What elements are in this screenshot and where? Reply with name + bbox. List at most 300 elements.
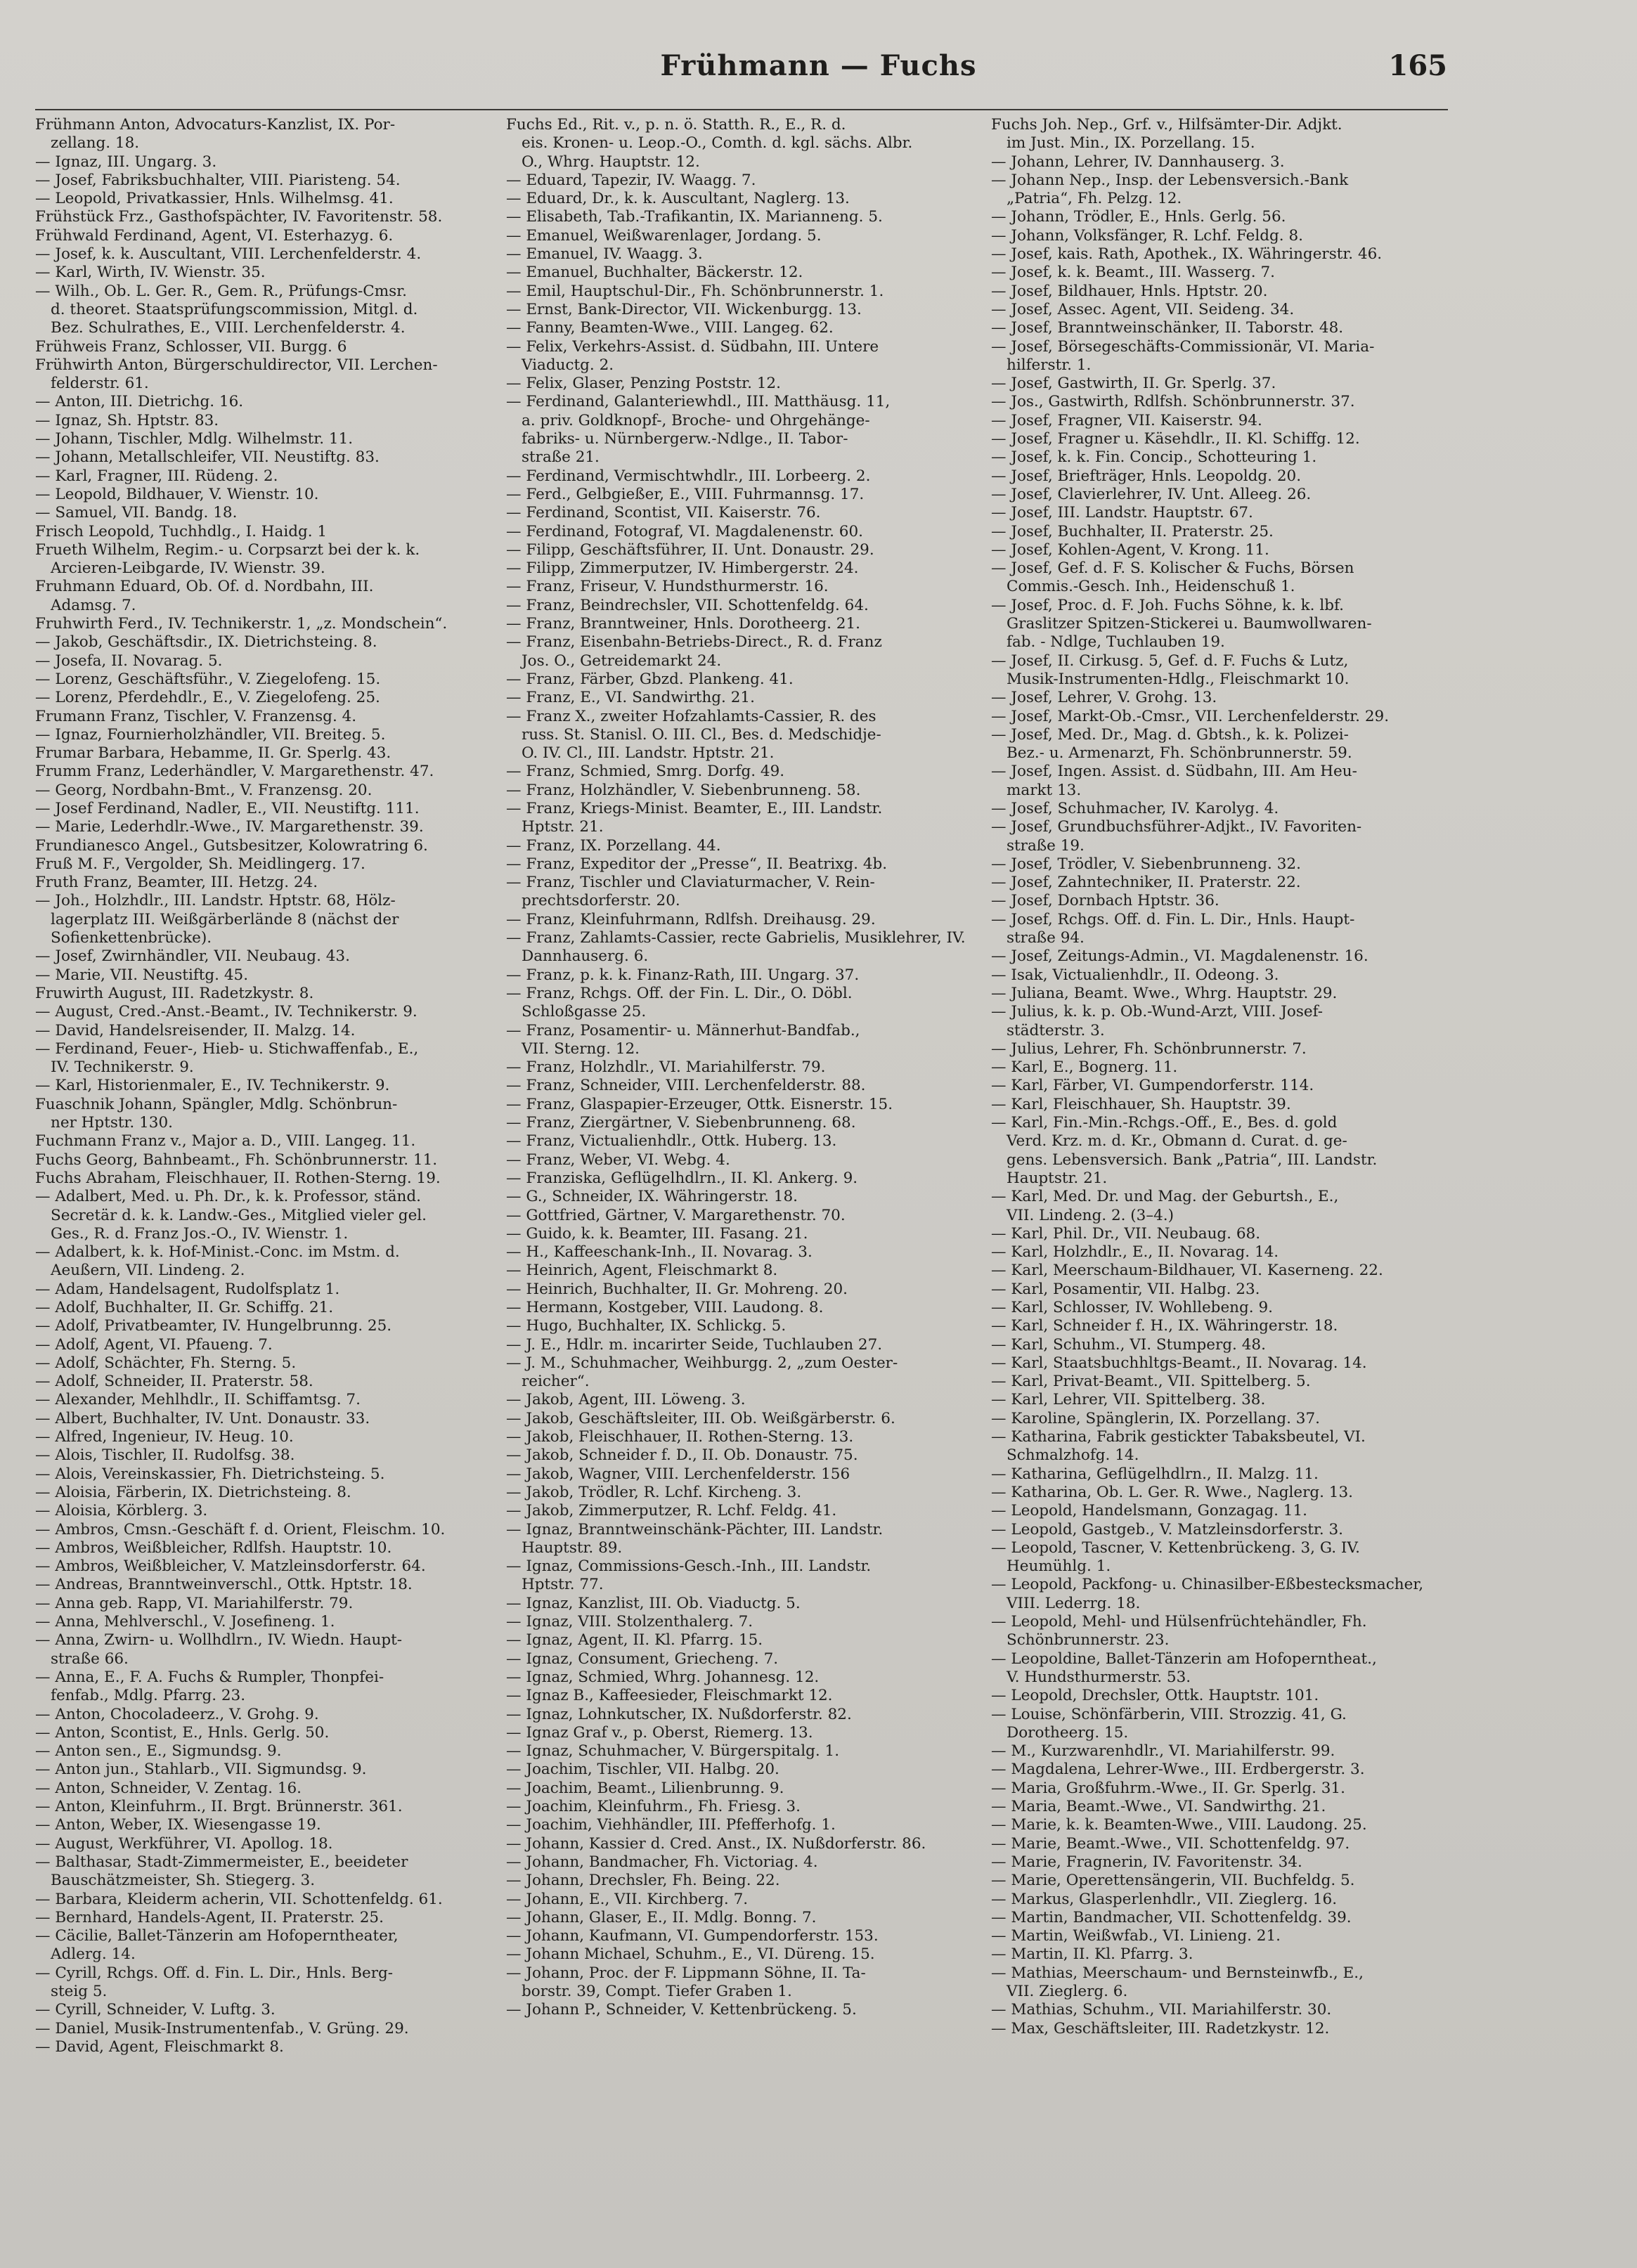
directory-entry: — Martin, II. Kl. Pfarrg. 3.: [991, 1945, 1193, 1964]
directory-entry: fenfab., Mdlg. Pfarrg. 23.: [51, 1687, 246, 1705]
page-header: [0, 49, 1637, 98]
directory-entry: — Karl, Schuhm., VI. Stumperg. 48.: [991, 1335, 1266, 1354]
directory-entry: hilferstr. 1.: [1007, 356, 1092, 374]
directory-entry: — Leopold, Bildhauer, V. Wienstr. 10.: [35, 485, 319, 503]
directory-entry: — Lorenz, Geschäftsführ., V. Ziegelofeng. 15.: [35, 670, 381, 688]
directory-entry: — J. M., Schuhmacher, Weihburgg. 2, „zum Oester-: [506, 1354, 898, 1372]
directory-entry: — Anton, Schneider, V. Zentag. 16.: [35, 1779, 302, 1797]
directory-entry: — Franz, Rchgs. Off. der Fin. L. Dir., O. Döbl.: [506, 984, 853, 1002]
directory-entry: — Leopold, Mehl- und Hülsenfrüchtehändler, Fh.: [991, 1613, 1367, 1631]
directory-entry: Frumann Franz, Tischler, V. Franzensg. 4.: [35, 707, 357, 725]
directory-entry: Hauptstr. 21.: [1007, 1169, 1108, 1187]
directory-entry: — Martin, Bandmacher, VII. Schottenfeldg. 39.: [991, 1908, 1352, 1926]
directory-entry: Viaductg. 2.: [522, 356, 614, 374]
directory-entry: — Elisabeth, Tab.-Trafikantin, IX. Marianneng. 5.: [506, 208, 883, 226]
directory-entry: — Emanuel, IV. Waagg. 3.: [506, 245, 703, 264]
directory-entry: — Anna geb. Rapp, VI. Mariahilferstr. 79.: [35, 1594, 354, 1612]
directory-entry: — Hugo, Buchhalter, IX. Schlickg. 5.: [506, 1317, 787, 1335]
directory-entry: — Karl, Holzhdlr., E., II. Novarag. 14.: [991, 1243, 1279, 1262]
directory-entry: Heumühlg. 1.: [1007, 1557, 1111, 1576]
directory-entry: — Jakob, Geschäftsleiter, III. Ob. Weißgärberstr. 6.: [506, 1409, 895, 1427]
directory-entry: — Katharina, Geflügelhdlrn., II. Malzg. 11.: [991, 1465, 1319, 1483]
directory-entry: — Franziska, Geflügelhdlrn., II. Kl. Ankerg. 9.: [506, 1169, 858, 1187]
directory-entry: — August, Cred.-Anst.-Beamt., IV. Technikerstr. 9.: [35, 1003, 418, 1021]
directory-entry: — Josef, Med. Dr., Mag. d. Gbtsh., k. k. Polizei-: [991, 725, 1349, 744]
directory-entry: — Johann, Tischler, Mdlg. Wilhelmstr. 11.: [35, 430, 354, 448]
column-right: [991, 116, 1448, 2217]
directory-entry: — Georg, Nordbahn-Bmt., V. Franzensg. 20.: [35, 781, 373, 799]
directory-entry: — Anton, III. Dietrichg. 16.: [35, 393, 244, 411]
directory-entry: Fruwirth August, III. Radetzkystr. 8.: [35, 984, 314, 1002]
directory-entry: — Franz, Posamentir- u. Männerhut-Bandfab.,: [506, 1021, 860, 1039]
directory-entry: — Ignaz, Schuhmacher, V. Bürgerspitalg. 1.: [506, 1742, 840, 1761]
directory-entry: — Karoline, Spänglerin, IX. Porzellang. 37.: [991, 1409, 1320, 1427]
directory-entry: — Ignaz, Schmied, Whrg. Johannesg. 12.: [506, 1668, 820, 1686]
directory-entry: — Josef, kais. Rath, Apothek., IX. Währingerstr. 46.: [991, 245, 1383, 264]
directory-entry: — Josef, Buchhalter, II. Praterstr. 25.: [991, 522, 1274, 540]
directory-entry: — Josef, III. Landstr. Hauptstr. 67.: [991, 504, 1253, 522]
directory-entry: Fuchs Ed., Rit. v., p. n. ö. Statth. R., E., R. d.: [506, 116, 846, 134]
directory-entry: — Joachim, Viehhändler, III. Pfefferhofg. 1.: [506, 1816, 836, 1834]
directory-entry: — Jakob, Trödler, R. Lchf. Kircheng. 3.: [506, 1483, 802, 1501]
directory-entry: ner Hptstr. 130.: [51, 1114, 173, 1132]
directory-entry: Musik-Instrumenten-Hdlg., Fleischmarkt 10.: [1007, 670, 1350, 688]
directory-entry: — Leopold, Privatkassier, Hnls. Wilhelmsg. 41.: [35, 190, 394, 208]
directory-entry: — Anna, E., F. A. Fuchs & Rumpler, Thonpfei-: [35, 1668, 384, 1686]
directory-entry: Frühstück Frz., Gasthofspächter, IV. Favoritenstr. 58.: [35, 208, 443, 226]
directory-entry: — Josef, Zwirnhändler, VII. Neubaug. 43.: [35, 947, 350, 966]
directory-entry: „Patria“, Fh. Pelzg. 12.: [1007, 190, 1182, 208]
directory-entry: — Anna, Zwirn- u. Wollhdlrn., IV. Wiedn. Haupt-: [35, 1631, 403, 1650]
directory-entry: — Jakob, Schneider f. D., II. Ob. Donaustr. 75.: [506, 1446, 858, 1465]
directory-entry: — Heinrich, Agent, Fleischmarkt 8.: [506, 1262, 778, 1280]
directory-entry: — Karl, Staatsbuchhltgs-Beamt., II. Novarag. 14.: [991, 1354, 1367, 1372]
directory-entry: — Franz, IX. Porzellang. 44.: [506, 836, 721, 855]
directory-entry: reicher“.: [522, 1373, 590, 1391]
directory-entry: — Josef, Fragner, VII. Kaiserstr. 94.: [991, 411, 1262, 429]
directory-entry: — Anton sen., E., Sigmundsg. 9.: [35, 1742, 282, 1761]
directory-entry: — Hermann, Kostgeber, VIII. Laudong. 8.: [506, 1299, 824, 1316]
directory-entry: — Joachim, Kleinfuhrm., Fh. Friesg. 3.: [506, 1798, 801, 1816]
directory-entry: — Johann, Drechsler, Fh. Being. 22.: [506, 1872, 780, 1890]
directory-entry: — Martin, Weißwfab., VI. Linieng. 21.: [991, 1927, 1281, 1945]
directory-entry: — Franz X., zweiter Hofzahlamts-Cassier, R. des: [506, 707, 876, 725]
directory-entry: — Adolf, Privatbeamter, IV. Hungelbrunng. 25.: [35, 1317, 392, 1335]
directory-entry: — Ignaz, Kanzlist, III. Ob. Viaductg. 5.: [506, 1594, 801, 1612]
directory-entry: steig 5.: [51, 1982, 108, 2000]
directory-entry: — Filipp, Zimmerputzer, IV. Himbergerstr. 24.: [506, 559, 859, 578]
directory-entry: — Josef, Bildhauer, Hnls. Hptstr. 20.: [991, 282, 1268, 300]
directory-entry: Frühwald Ferdinand, Agent, VI. Esterhazyg. 6.: [35, 226, 394, 245]
directory-entry: — Josef, k. k. Beamt., III. Wasserg. 7.: [991, 264, 1275, 282]
directory-entry: Hptstr. 77.: [522, 1576, 604, 1594]
header-rule: [35, 109, 1448, 110]
page-number: 165: [1388, 49, 1447, 82]
directory-entry: VIII. Lederrg. 18.: [1007, 1594, 1141, 1612]
directory-entry: — Karl, Schlosser, IV. Wohllebeng. 9.: [991, 1299, 1273, 1316]
directory-entry: — Aloisia, Körblerg. 3.: [35, 1502, 208, 1520]
directory-entry: — Barbara, Kleiderm acherin, VII. Schottenfeldg. 61.: [35, 1890, 443, 1908]
directory-entry: — Markus, Glasperlenhdlr., VII. Zieglerg. 16.: [991, 1890, 1338, 1908]
directory-entry: — Cyrill, Rchgs. Off. d. Fin. L. Dir., Hnls. Berg-: [35, 1964, 394, 1982]
directory-entry: — Ferdinand, Vermischtwhdlr., III. Lorbeerg. 2.: [506, 467, 871, 485]
directory-entry: Fruth Franz, Beamter, III. Hetzg. 24.: [35, 874, 318, 892]
directory-entry: — Franz, Eisenbahn-Betriebs-Direct., R. d. Franz: [506, 633, 882, 652]
directory-entry: prechtsdorferstr. 20.: [522, 892, 680, 910]
directory-entry: — Franz, Expeditor der „Presse“, II. Beatrixg. 4b.: [506, 855, 888, 873]
directory-entry: — Emanuel, Weißwarenlager, Jordang. 5.: [506, 226, 822, 245]
directory-entry: straße 94.: [1007, 929, 1085, 947]
directory-entry: — Karl, Fin.-Min.-Rchgs.-Off., E., Bes. d. gold: [991, 1114, 1338, 1132]
directory-entry: — Franz, Holzhdlr., VI. Mariahilferstr. 79.: [506, 1058, 826, 1077]
directory-entry: V. Hundsthurmerstr. 53.: [1007, 1668, 1191, 1686]
directory-entry: — Gottfried, Gärtner, V. Margarethenstr. 70.: [506, 1206, 846, 1224]
directory-entry: — Ferdinand, Fotograf, VI. Magdalenenstr. 60.: [506, 522, 863, 540]
directory-entry: Secretär d. k. k. Landw.-Ges., Mitglied vieler gel.: [51, 1206, 427, 1224]
directory-entry: Schloßgasse 25.: [522, 1003, 647, 1021]
directory-entry: — Cyrill, Schneider, V. Luftg. 3.: [35, 2001, 276, 2019]
directory-entry: — Franz, Ziergärtner, V. Siebenbrunneng. 68.: [506, 1114, 856, 1132]
directory-entry: Bauschätzmeister, Sh. Stiegerg. 3.: [51, 1872, 316, 1890]
directory-entry: borstr. 39, Compt. Tiefer Graben 1.: [522, 1982, 792, 2000]
directory-entry: — Jakob, Geschäftsdir., IX. Dietrichsteing. 8.: [35, 633, 377, 652]
directory-entry: — Franz, Schmied, Smrg. Dorfg. 49.: [506, 763, 785, 781]
directory-entry: — Ignaz, Commissions-Gesch.-Inh., III. Landstr.: [506, 1557, 872, 1576]
directory-entry: — Adolf, Schneider, II. Praterstr. 58.: [35, 1373, 313, 1391]
directory-entry: Verd. Krz. m. d. Kr., Obmann d. Curat. d. ge-: [1007, 1132, 1347, 1151]
directory-entry: — Karl, Fleischhauer, Sh. Hauptstr. 39.: [991, 1095, 1291, 1113]
directory-entry: — Josef, Ingen. Assist. d. Südbahn, III. Am Heu-: [991, 763, 1357, 781]
directory-entry: — Ignaz, Consument, Griecheng. 7.: [506, 1650, 779, 1668]
directory-entry: — Isak, Victualienhdlr., II. Odeong. 3.: [991, 966, 1279, 984]
directory-entry: — Eduard, Tapezir, IV. Waagg. 7.: [506, 171, 756, 189]
directory-entry: — Jakob, Zimmerputzer, R. Lchf. Feldg. 41.: [506, 1502, 837, 1520]
directory-entry: — Josef, Markt-Ob.-Cmsr., VII. Lerchenfelderstr. 29.: [991, 707, 1390, 725]
directory-entry: im Just. Min., IX. Porzellang. 15.: [1007, 134, 1255, 153]
directory-entry: Fuaschnik Johann, Spängler, Mdlg. Schönbrun-: [35, 1095, 398, 1113]
directory-columns: [35, 116, 1448, 2217]
directory-entry: Frisch Leopold, Tuchhdlg., I. Haidg. 1: [35, 522, 328, 540]
directory-entry: — Jakob, Fleischhauer, II. Rothen-Sterng. 13.: [506, 1428, 854, 1446]
directory-entry: — Josef, Briefträger, Hnls. Leopoldg. 20.: [991, 467, 1302, 485]
directory-entry: — Ferdinand, Galanteriewhdl., III. Matthäusg. 11,: [506, 393, 891, 411]
directory-entry: Arcieren-Leibgarde, IV. Wienstr. 39.: [51, 559, 325, 578]
directory-entry: Fuchs Joh. Nep., Grf. v., Hilfsämter-Dir. Adjkt.: [991, 116, 1342, 134]
directory-entry: Fuchs Georg, Bahnbeamt., Fh. Schönbrunnerstr. 11.: [35, 1151, 438, 1169]
directory-entry: — Alois, Vereinskassier, Fh. Dietrichsteing. 5.: [35, 1465, 385, 1483]
directory-entry: d. theoret. Staatsprüfungscommission, Mitgl. d.: [51, 300, 418, 318]
directory-entry: Aeußern, VII. Lindeng. 2.: [51, 1262, 245, 1280]
directory-entry: — Josef, Fabriksbuchhalter, VIII. Piaristeng. 54.: [35, 171, 401, 189]
directory-entry: — Ignaz Graf v., p. Oberst, Riemerg. 13.: [506, 1723, 813, 1742]
directory-entry: — Adalbert, k. k. Hof-Minist.-Conc. im Mstm. d.: [35, 1243, 400, 1262]
directory-entry: — Ignaz, Sh. Hptstr. 83.: [35, 411, 219, 429]
directory-entry: — Johann, Kassier d. Cred. Anst., IX. Nußdorferstr. 86.: [506, 1834, 926, 1853]
directory-entry: — Josef, Fragner u. Käsehdlr., II. Kl. Schiffg. 12.: [991, 430, 1360, 448]
directory-entry: — Franz, Beindrechsler, VII. Schottenfeldg. 64.: [506, 596, 869, 614]
directory-entry: — Felix, Verkehrs-Assist. d. Südbahn, III. Untere: [506, 337, 879, 356]
directory-entry: — H., Kaffeeschank-Inh., II. Novarag. 3.: [506, 1243, 813, 1262]
directory-entry: Fruhwirth Ferd., IV. Technikerstr. 1, „z. Mondschein“.: [35, 615, 448, 633]
directory-entry: — Balthasar, Stadt-Zimmermeister, E., beeideter: [35, 1853, 408, 1871]
directory-entry: — Joachim, Tischler, VII. Halbg. 20.: [506, 1761, 779, 1779]
directory-entry: — August, Werkführer, VI. Apollog. 18.: [35, 1834, 333, 1853]
directory-entry: — Felix, Glaser, Penzing Poststr. 12.: [506, 375, 781, 393]
directory-entry: — Julius, k. k. p. Ob.-Wund-Arzt, VIII. Josef-: [991, 1003, 1324, 1021]
directory-entry: — David, Handelsreisender, II. Malzg. 14.: [35, 1021, 356, 1039]
directory-entry: Frundianesco Angel., Gutsbesitzer, Kolowratring 6.: [35, 836, 428, 855]
directory-entry: — Daniel, Musik-Instrumentenfab., V. Grüng. 29.: [35, 2019, 409, 2037]
directory-entry: — Mathias, Meerschaum- und Bernsteinwfb., E.,: [991, 1964, 1364, 1982]
directory-entry: — Ambros, Weißbleicher, Rdlfsh. Hauptstr. 10.: [35, 1538, 392, 1557]
directory-entry: — Guido, k. k. Beamter, III. Fasang. 21.: [506, 1224, 808, 1243]
directory-entry: — Franz, Kleinfuhrmann, Rdlfsh. Dreihausg. 29.: [506, 910, 876, 928]
directory-entry: — Johann Nep., Insp. der Lebensversich.-Bank: [991, 171, 1349, 189]
directory-entry: straße 21.: [522, 448, 600, 467]
directory-entry: Adamsg. 7.: [51, 596, 136, 614]
directory-entry: — Johann, Kaufmann, VI. Gumpendorferstr. 153.: [506, 1927, 879, 1945]
directory-entry: — Karl, Schneider f. H., IX. Währingerstr. 18.: [991, 1317, 1338, 1335]
directory-entry: — Karl, Phil. Dr., VII. Neubaug. 68.: [991, 1224, 1261, 1243]
directory-entry: — Anton, Kleinfuhrm., II. Brgt. Brünnerstr. 361.: [35, 1798, 403, 1816]
directory-entry: — Jakob, Agent, III. Löweng. 3.: [506, 1391, 746, 1409]
directory-entry: — Ignaz, Agent, II. Kl. Pfarrg. 15.: [506, 1631, 763, 1650]
directory-entry: — Ferdinand, Feuer-, Hieb- u. Stichwaffenfab., E.,: [35, 1039, 419, 1058]
directory-entry: russ. St. Stanisl. O. III. Cl., Bes. d. Medschidje-: [522, 725, 881, 744]
directory-entry: — Karl, E., Bognerg. 11.: [991, 1058, 1178, 1077]
directory-entry: — Emanuel, Buchhalter, Bäckerstr. 12.: [506, 264, 803, 282]
directory-entry: — Johann P., Schneider, V. Kettenbrückeng. 5.: [506, 2001, 857, 2019]
directory-entry: eis. Kronen- u. Leop.-O., Comth. d. kgl. sächs. Albr.: [522, 134, 913, 153]
directory-entry: — Alois, Tischler, II. Rudolfsg. 38.: [35, 1446, 295, 1465]
directory-entry: — Marie, VII. Neustiftg. 45.: [35, 966, 249, 984]
directory-entry: Frühmann Anton, Advocaturs-Kanzlist, IX. Por-: [35, 116, 396, 134]
directory-entry: — Josef Ferdinand, Nadler, E., VII. Neustiftg. 111.: [35, 799, 420, 817]
directory-entry: — Ambros, Cmsn.-Geschäft f. d. Orient, Fleischm. 10.: [35, 1520, 446, 1538]
directory-entry: — Katharina, Fabrik gestickter Tabaksbeutel, VI.: [991, 1428, 1366, 1446]
directory-entry: — Karl, Wirth, IV. Wienstr. 35.: [35, 264, 266, 282]
directory-entry: — Leopold, Drechsler, Ottk. Hauptstr. 101.: [991, 1687, 1319, 1705]
directory-entry: — Anton jun., Stahlarb., VII. Sigmundsg. 9.: [35, 1761, 367, 1779]
directory-entry: — Anton, Scontist, E., Hnls. Gerlg. 50.: [35, 1723, 330, 1742]
directory-entry: — Ferdinand, Scontist, VII. Kaiserstr. 76.: [506, 504, 821, 522]
directory-entry: — Max, Geschäftsleiter, III. Radetzkystr. 12.: [991, 2019, 1330, 2037]
directory-entry: — Josef, k. k. Fin. Concip., Schotteuring 1.: [991, 448, 1317, 467]
directory-entry: — Louise, Schönfärberin, VIII. Strozzig. 41, G.: [991, 1705, 1347, 1723]
directory-entry: a. priv. Goldknopf-, Broche- und Ohrgehänge-: [522, 411, 870, 429]
directory-entry: — Ignaz B., Kaffeesieder, Fleischmarkt 12.: [506, 1687, 833, 1705]
directory-entry: — Josef, Lehrer, V. Grohg. 13.: [991, 689, 1217, 707]
directory-entry: — Maria, Beamt.-Wwe., VI. Sandwirthg. 21.: [991, 1798, 1326, 1816]
directory-entry: O. IV. Cl., III. Landstr. Hptstr. 21.: [522, 744, 775, 763]
directory-entry: — Johann, E., VII. Kirchberg. 7.: [506, 1890, 749, 1908]
directory-entry: — Jakob, Wagner, VIII. Lerchenfelderstr. 156: [506, 1465, 850, 1483]
directory-entry: — Franz, Zahlamts-Cassier, recte Gabrielis, Musiklehrer, IV.: [506, 929, 966, 947]
directory-entry: VII. Sterng. 12.: [522, 1039, 640, 1058]
directory-entry: — Johann, Volksfänger, R. Lchf. Feldg. 8.: [991, 226, 1303, 245]
directory-entry: — Leopold, Tascner, V. Kettenbrückeng. 3, G. IV.: [991, 1538, 1360, 1557]
directory-entry: — Magdalena, Lehrer-Wwe., III. Erdbergerstr. 3.: [991, 1761, 1365, 1779]
directory-entry: Hauptstr. 89.: [522, 1538, 623, 1557]
directory-entry: — Wilh., Ob. L. Ger. R., Gem. R., Prüfungs-Cmsr.: [35, 282, 407, 300]
directory-entry: — Franz, E., VI. Sandwirthg. 21.: [506, 689, 755, 707]
directory-entry: — Leopold, Packfong- u. Chinasilber-Eßbestecksmacher,: [991, 1576, 1424, 1594]
directory-entry: — Franz, Holzhändler, V. Siebenbrunneng. 58.: [506, 781, 861, 799]
directory-entry: — Josef, Branntweinschänker, II. Taborstr. 48.: [991, 319, 1344, 337]
directory-entry: — Karl, Färber, VI. Gumpendorferstr. 114.: [991, 1077, 1314, 1095]
column-left: [35, 116, 492, 2217]
directory-entry: — Josef, II. Cirkusg. 5, Gef. d. F. Fuchs & Lutz,: [991, 652, 1349, 670]
directory-entry: — Franz, Glaspapier-Erzeuger, Ottk. Eisnerstr. 15.: [506, 1095, 893, 1113]
directory-entry: — Josef, Gef. d. F. S. Kolischer & Fuchs, Börsen: [991, 559, 1354, 578]
directory-entry: felderstr. 61.: [51, 375, 149, 393]
directory-entry: lagerplatz III. Weißgärberlände 8 (nächst der: [51, 910, 399, 928]
directory-entry: fabriks- u. Nürnbergerw.-Ndlge., II. Tabor-: [522, 430, 848, 448]
directory-entry: — Josef, Rchgs. Off. d. Fin. L. Dir., Hnls. Haupt-: [991, 910, 1355, 928]
directory-entry: zellang. 18.: [51, 134, 140, 153]
directory-entry: Commis.-Gesch. Inh., Heidenschuß 1.: [1007, 578, 1295, 596]
directory-entry: VII. Zieglerg. 6.: [1007, 1982, 1128, 2000]
directory-entry: — Franz, Friseur, V. Hundsthurmerstr. 16.: [506, 578, 829, 596]
directory-entry: — Josef, Proc. d. F. Joh. Fuchs Söhne, k. k. lbf.: [991, 596, 1344, 614]
directory-entry: — Marie, Lederhdlr.-Wwe., IV. Margarethenstr. 39.: [35, 818, 424, 836]
directory-entry: — Bernhard, Handels-Agent, II. Praterstr. 25.: [35, 1908, 384, 1926]
directory-entry: Graslitzer Spitzen-Stickerei u. Baumwollwaren-: [1007, 615, 1372, 633]
directory-entry: — Marie, k. k. Beamten-Wwe., VIII. Laudong. 25.: [991, 1816, 1367, 1834]
directory-entry: — G., Schneider, IX. Währingerstr. 18.: [506, 1188, 798, 1206]
directory-entry: — Josef, Börsegeschäfts-Commissionär, VI. Maria-: [991, 337, 1375, 356]
directory-entry: Frumar Barbara, Hebamme, II. Gr. Sperlg. 43.: [35, 744, 392, 763]
directory-entry: — Andreas, Branntweinverschl., Ottk. Hptstr. 18.: [35, 1576, 413, 1594]
directory-entry: — Karl, Meerschaum-Bildhauer, VI. Kaserneng. 22.: [991, 1262, 1383, 1280]
directory-entry: straße 66.: [51, 1650, 129, 1668]
directory-entry: — Eduard, Dr., k. k. Auscultant, Naglerg. 13.: [506, 190, 850, 208]
directory-entry: — Julius, Lehrer, Fh. Schönbrunnerstr. 7.: [991, 1039, 1307, 1058]
column-middle: [506, 116, 977, 2217]
directory-entry: — Anna, Mehlverschl., V. Josefineng. 1.: [35, 1613, 335, 1631]
directory-entry: — Franz, Färber, Gbzd. Plankeng. 41.: [506, 670, 794, 688]
directory-entry: — Josef, Gastwirth, II. Gr. Sperlg. 37.: [991, 375, 1276, 393]
directory-entry: — Heinrich, Buchhalter, II. Gr. Mohreng. 20.: [506, 1280, 848, 1298]
directory-entry: — Alfred, Ingenieur, IV. Heug. 10.: [35, 1428, 294, 1446]
directory-entry: O., Whrg. Hauptstr. 12.: [522, 153, 700, 171]
directory-entry: — Josef, Trödler, V. Siebenbrunneng. 32.: [991, 855, 1301, 873]
directory-entry: Fuchmann Franz v., Major a. D., VIII. Langeg. 11.: [35, 1132, 416, 1151]
directory-entry: — Johann, Bandmacher, Fh. Victoriag. 4.: [506, 1853, 818, 1871]
directory-entry: — Karl, Historienmaler, E., IV. Technikerstr. 9.: [35, 1077, 390, 1095]
directory-entry: — Josef, Clavierlehrer, IV. Unt. Alleeg. 26.: [991, 485, 1312, 503]
directory-entry: — Katharina, Ob. L. Ger. R. Wwe., Naglerg. 13.: [991, 1483, 1353, 1501]
directory-entry: Bez. Schulrathes, E., VIII. Lerchenfelderstr. 4.: [51, 319, 406, 337]
directory-entry: Fruhmann Eduard, Ob. Of. d. Nordbahn, III.: [35, 578, 374, 596]
directory-entry: — Johann Michael, Schuhm., E., VI. Düreng. 15.: [506, 1945, 875, 1964]
directory-entry: — Ignaz, Branntweinschänk-Pächter, III. Landstr.: [506, 1520, 884, 1538]
directory-entry: — Fanny, Beamten-Wwe., VIII. Langeg. 62.: [506, 319, 834, 337]
directory-entry: — Samuel, VII. Bandg. 18.: [35, 504, 238, 522]
directory-entry: Sofienkettenbrücke).: [51, 929, 212, 947]
directory-entry: — Josefa, II. Novarag. 5.: [35, 652, 223, 670]
directory-entry: Fruß M. F., Vergolder, Sh. Meidlingerg. 17.: [35, 855, 365, 873]
directory-entry: Frumm Franz, Lederhändler, V. Margarethenstr. 47.: [35, 763, 434, 781]
directory-entry: — Adolf, Agent, VI. Pfaueng. 7.: [35, 1335, 273, 1354]
directory-entry: — Alexander, Mehlhdlr., II. Schiffamtsg. 7.: [35, 1391, 361, 1409]
directory-entry: — Josef, Kohlen-Agent, V. Krong. 11.: [991, 540, 1269, 559]
directory-entry: — Mathias, Schuhm., VII. Mariahilferstr. 30.: [991, 2001, 1332, 2019]
directory-entry: — Franz, Victualienhdlr., Ottk. Huberg. 13.: [506, 1132, 837, 1151]
directory-entry: — Johann, Lehrer, IV. Dannhauserg. 3.: [991, 153, 1285, 171]
directory-entry: — Ignaz, Lohnkutscher, IX. Nußdorferstr. 82.: [506, 1705, 852, 1723]
directory-entry: — J. E., Hdlr. m. incarirter Seide, Tuchlauben 27.: [506, 1335, 883, 1354]
directory-entry: — Josef, Zahntechniker, II. Praterstr. 22.: [991, 874, 1301, 892]
directory-entry: — Franz, Weber, VI. Webg. 4.: [506, 1151, 730, 1169]
directory-entry: — Emil, Hauptschul-Dir., Fh. Schönbrunnerstr. 1.: [506, 282, 884, 300]
directory-entry: — Ambros, Weißbleicher, V. Matzleinsdorferstr. 64.: [35, 1557, 426, 1576]
directory-entry: — Josef, Dornbach Hptstr. 36.: [991, 892, 1219, 910]
directory-entry: Frühwirth Anton, Bürgerschuldirector, VII. Lerchen-: [35, 356, 438, 374]
directory-entry: — Josef, Zeitungs-Admin., VI. Magdalenenstr. 16.: [991, 947, 1369, 966]
directory-entry: — Johann, Glaser, E., II. Mdlg. Bonng. 7.: [506, 1908, 817, 1926]
directory-entry: — Jos., Gastwirth, Rdlfsh. Schönbrunnerstr. 37.: [991, 393, 1355, 411]
directory-entry: — Franz, Schneider, VIII. Lerchenfelderstr. 88.: [506, 1077, 866, 1095]
directory-entry: — Filipp, Geschäftsführer, II. Unt. Donaustr. 29.: [506, 540, 874, 559]
directory-entry: — Johann, Metallschleifer, VII. Neustiftg. 83.: [35, 448, 380, 467]
directory-entry: straße 19.: [1007, 836, 1085, 855]
directory-entry: — Josef, Assec. Agent, VII. Seideng. 34.: [991, 300, 1295, 318]
page-title: Frühmann — Fuchs: [660, 49, 977, 82]
directory-entry: — Ignaz, Fournierholzhändler, VII. Breiteg. 5.: [35, 725, 386, 744]
directory-entry: — Leopoldine, Ballet-Tänzerin am Hofoperntheat.,: [991, 1650, 1377, 1668]
directory-entry: Ges., R. d. Franz Jos.-O., IV. Wienstr. 1.: [51, 1224, 349, 1243]
directory-entry: — Anton, Chocoladeerz., V. Grohg. 9.: [35, 1705, 319, 1723]
directory-entry: Jos. O., Getreidemarkt 24.: [522, 652, 722, 670]
directory-entry: — Marie, Operettensängerin, VII. Buchfeldg. 5.: [991, 1872, 1355, 1890]
directory-entry: gens. Lebensversich. Bank „Patria“, III. Landstr.: [1007, 1151, 1378, 1169]
directory-entry: — Ignaz, III. Ungarg. 3.: [35, 153, 217, 171]
directory-entry: — Karl, Lehrer, VII. Spittelberg. 38.: [991, 1391, 1266, 1409]
directory-entry: — M., Kurzwarenhdlr., VI. Mariahilferstr. 99.: [991, 1742, 1335, 1761]
directory-entry: — Maria, Großfuhrm.-Wwe., II. Gr. Sperlg. 31.: [991, 1779, 1345, 1797]
directory-entry: — Franz, Branntweiner, Hnls. Dorotheerg. 21.: [506, 615, 860, 633]
directory-entry: — Juliana, Beamt. Wwe., Whrg. Hauptstr. 29.: [991, 984, 1338, 1002]
directory-entry: — Anton, Weber, IX. Wiesengasse 19.: [35, 1816, 321, 1834]
directory-entry: — Ignaz, VIII. Stolzenthalerg. 7.: [506, 1613, 753, 1631]
directory-entry: Fuchs Abraham, Fleischhauer, II. Rothen-Sterng. 19.: [35, 1169, 441, 1187]
directory-entry: Dorotheerg. 15.: [1007, 1723, 1129, 1742]
directory-entry: — Adalbert, Med. u. Ph. Dr., k. k. Professor, ständ.: [35, 1188, 422, 1206]
directory-entry: — Franz, Kriegs-Minist. Beamter, E., III. Landstr.: [506, 799, 883, 817]
directory-entry: — Leopold, Gastgeb., V. Matzleinsdorferstr. 3.: [991, 1520, 1344, 1538]
directory-entry: — Cäcilie, Ballet-Tänzerin am Hofoperntheater,: [35, 1927, 399, 1945]
directory-entry: — Karl, Med. Dr. und Mag. der Geburtsh., E.,: [991, 1188, 1339, 1206]
directory-entry: — Adolf, Buchhalter, II. Gr. Schiffg. 21.: [35, 1299, 334, 1316]
directory-entry: — Marie, Fragnerin, IV. Favoritenstr. 34.: [991, 1853, 1302, 1871]
directory-entry: — Josef, k. k. Auscultant, VIII. Lerchenfelderstr. 4.: [35, 245, 422, 264]
directory-entry: — Ernst, Bank-Director, VII. Wickenburgg. 13.: [506, 300, 862, 318]
directory-entry: — Karl, Fragner, III. Rüdeng. 2.: [35, 467, 278, 485]
directory-entry: — Joh., Holzhdlr., III. Landstr. Hptstr. 68, Hölz-: [35, 892, 396, 910]
directory-entry: — Joachim, Beamt., Lilienbrunng. 9.: [506, 1779, 784, 1797]
directory-entry: Bez.- u. Armenarzt, Fh. Schönbrunnerstr. 59.: [1007, 744, 1352, 763]
directory-entry: markt 13.: [1007, 781, 1082, 799]
directory-entry: — Karl, Privat-Beamt., VII. Spittelberg. 5.: [991, 1373, 1311, 1391]
directory-entry: — Marie, Beamt.-Wwe., VII. Schottenfeldg. 97.: [991, 1834, 1350, 1853]
directory-entry: Schönbrunnerstr. 23.: [1007, 1631, 1170, 1650]
directory-entry: — Aloisia, Färberin, IX. Dietrichsteing. 8.: [35, 1483, 351, 1501]
directory-entry: Frühweis Franz, Schlosser, VII. Burgg. 6: [35, 337, 347, 356]
directory-entry: fab. - Ndlge, Tuchlauben 19.: [1007, 633, 1225, 652]
directory-entry: VII. Lindeng. 2. (3–4.): [1007, 1206, 1175, 1224]
directory-entry: — Albert, Buchhalter, IV. Unt. Donaustr. 33.: [35, 1409, 370, 1427]
